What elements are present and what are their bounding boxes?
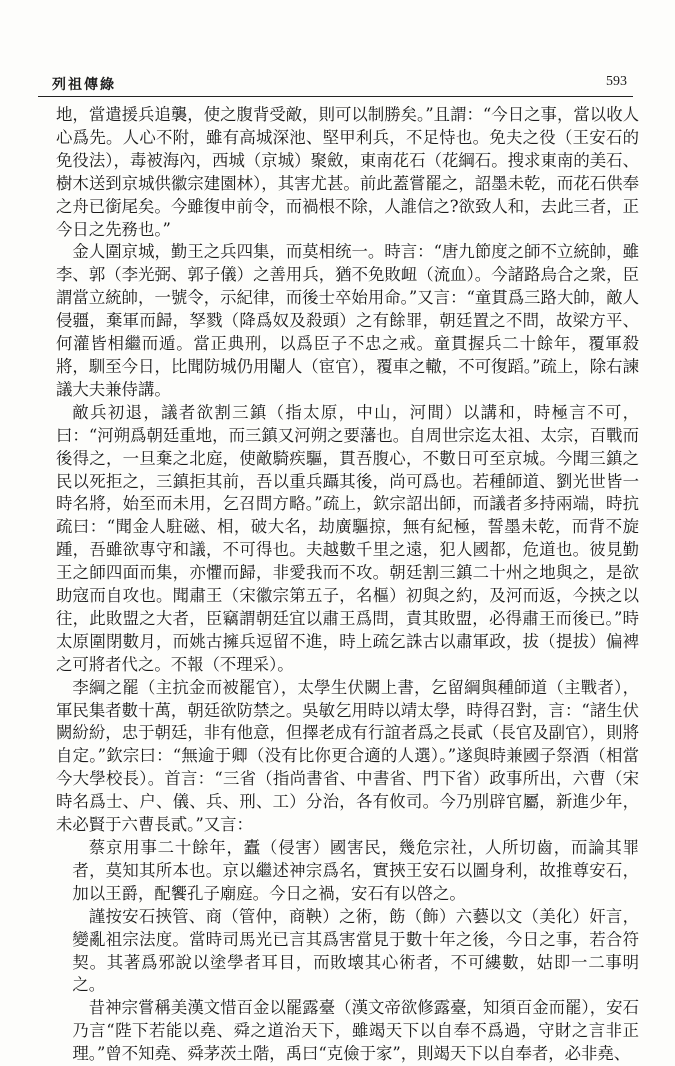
- block-quote: 昔神宗嘗稱美漢文惜百金以罷露臺（漢文帝欲修露臺，知須百金而罷），安石乃言“陛下若能以堯、舜之道治天下，雖竭天下以自奉不爲過，守財之言非正理。”曾不知堯、舜茅茨土階，禹曰“克儉于家”，則竭天下以自奉者，必非堯、: [72, 998, 639, 1064]
- paragraph: 地，當遣援兵追襲，使之腹背受敵，則可以制勝矣。”且謂：“今日之事，當以收人心爲先。人心不附，雖有高城深池、堅甲利兵，不足恃也。免夫之役（王安石的免役法），毒被海內，西城（京城）聚斂，東南花石（花綱石。搜求東南的美石、樹木送到京城供徽宗建園林），其害尤甚。前此蓋嘗罷之，詔墨未乾，而花石供奉之舟已銜尾矣。今雖復申前令，而禍根不除，人誰信之?欲致人和，去此三者，正今日之先務也。”: [56, 105, 639, 239]
- paragraph: 李綱之罷（主抗金而被罷官），太學生伏闕上書，乞留綱與種師道（主戰者），軍民集者數十萬，朝廷欲防禁之。吳敏乞用時以靖太學，時得召對，言：“諸生伏闕紛紛，忠于朝廷，非有他意，但擇老成有行誼者爲之長貳（長官及副官），則將自定。”欽宗曰：“無逾于卿（没有比你更合適的人選）。”遂與時兼國子祭酒（相當今大學校長）。首言：“三省（指尚書省、中書省、門下省）政事所出，六曹（宋時名爲士、户、儀、兵、刑、工）分治，各有攸司。今乃別辟官屬，新進少年，未必賢于六曹長貳。”又言：: [56, 677, 639, 835]
- block-quote: 蔡京用事二十餘年，蠹（侵害）國害民，幾危宗社，人所切齒，而論其罪者，莫知其所本也。京以繼述神宗爲名，實挾王安石以圖身利，故推尊安石，加以王爵，配饗孔子廟庭。今日之禍，安石有以啓之。: [72, 838, 639, 903]
- page-header: [38, 74, 633, 97]
- block-quote: 謹按安石挾管、商（管仲，商鞅）之術，飭（飾）六藝以文（美化）奸言，變亂祖宗法度。當時司馬光已言其爲害當見于數十年之後，今日之事，若合符契。其著爲邪說以塗學者耳目，而敗壊其心術者，不可縷數，姑即一二事明之。: [72, 906, 639, 995]
- page-number: 593: [606, 74, 627, 89]
- paragraph: 金人圍京城，勤王之兵四集，而莫相统一。時言：“唐九節度之師不立統帥，雖李、郭（李光弼、郭子儀）之善用兵，猶不免敗衄（流血）。今諸路烏合之衆，臣謂當立統帥，一號令，示紀律，而後士卒始用命。”又言：“童貫爲三路大帥，敵人侵疆，棄軍而歸，孥戮（降爲奴及殺頭）之有餘罪，朝廷置之不問，故梁方平、何灌皆相繼而遁。當正典刑，以爲臣子不忠之戒。童貫握兵二十餘年，覆軍殺將，馴至今日，比聞防城仍用閹人（宦官），覆車之轍，不可復蹈。”疏上，除右諫議大夫兼侍講。: [56, 242, 639, 399]
- page-body: [56, 104, 639, 1066]
- running-title: 列祖傳綠: [52, 77, 116, 93]
- paragraph: 敵兵初退，議者欲割三鎮（指太原，中山，河間）以講和，時極言不可，曰：“河朔爲朝廷重地，而三鎮又河朔之要藩也。自周世宗迄太祖、太宗，百戰而後得之，一旦棄之北庭，使敵騎疾驅，貫吾腹心，不數日可至京城。今聞三鎮之民以死拒之，三鎮拒其前，吾以重兵躡其後，尚可爲也。若種師道、劉光世皆一時名將，始至而未用，乞召問方略。”疏上，欽宗詔出師，而議者多持兩端，時抗疏曰：“聞金人駐磁、相，破大名，劫廣驅掠，無有紀極，誓墨未乾，而背不旋踵，吾雖欲專守和議，不可得也。夫越數千里之遠，犯人國都，危道也。彼見勤王之師四面而集，亦懼而歸，非愛我而不攻。朝廷割三鎮二十州之地與之，是欲助寇而自攻也。聞肅王（宋徽宗第五子，名樞）初與之約，及河而返，今挾之以往，此敗盟之大者，臣竊謂朝廷宜以肅王爲問，責其敗盟，必得肅王而後已。”時太原圍閉數月，而姚古擁兵逗留不進，時上疏乞誅古以肅軍政，拔（提拔）偏裨之可將者代之。不報（不理采）。: [56, 402, 639, 674]
